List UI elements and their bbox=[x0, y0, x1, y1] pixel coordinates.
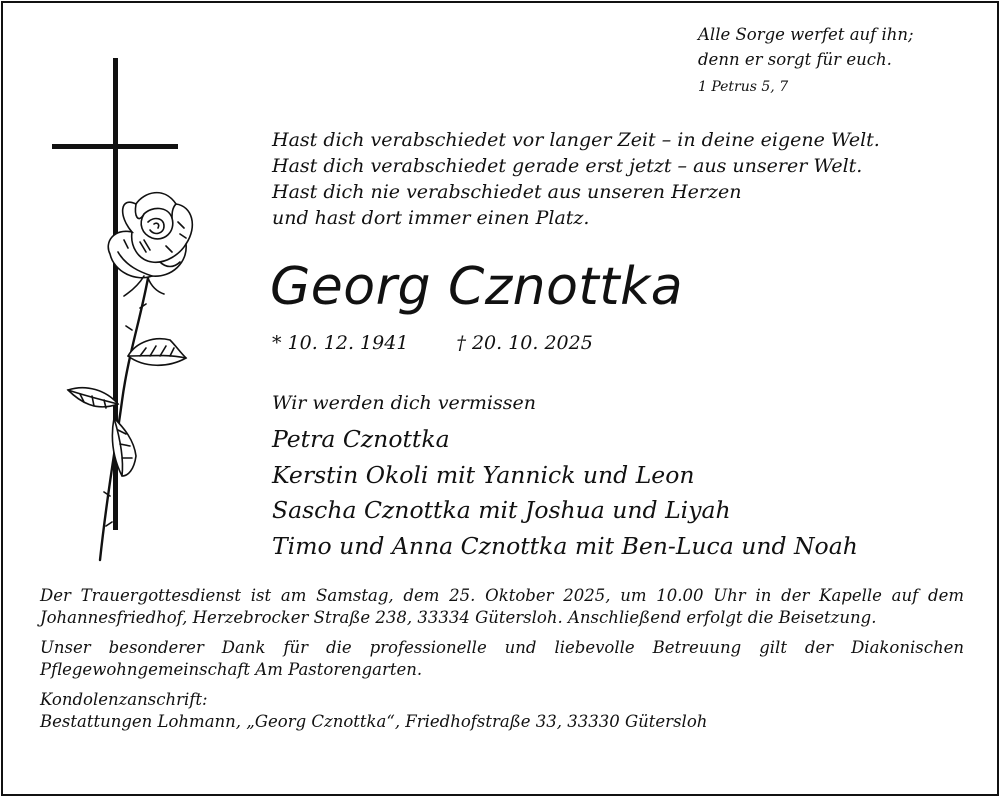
bible-verse bbox=[698, 22, 988, 96]
verse-line-2: denn er sorgt für euch. bbox=[698, 50, 892, 69]
mourners-section bbox=[272, 390, 992, 564]
verse-line-1: Alle Sorge werfet auf ihn; bbox=[698, 25, 914, 44]
life-dates bbox=[272, 330, 593, 356]
deceased-name: Georg Cznottka bbox=[270, 257, 684, 317]
poem-line: und hast dort immer einen Platz. bbox=[272, 207, 590, 229]
mourner-name: Petra Cznottka bbox=[272, 425, 450, 453]
mourner-name: Sascha Cznottka mit Joshua und Liyah bbox=[272, 496, 731, 524]
rose-icon bbox=[68, 193, 192, 560]
poem-line: Hast dich verabschiedet gerade erst jetzt – aus unserer Welt. bbox=[272, 155, 863, 177]
verse-reference: 1 Petrus 5, 7 bbox=[698, 79, 789, 95]
poem-line: Hast dich nie verabschiedet aus unseren Herzen bbox=[272, 181, 742, 203]
condolence-address: Bestattungen Lohmann, „Georg Cznottka“, Friedhofstraße 33, 33330 Gütersloh bbox=[40, 712, 708, 731]
thanks-notice: Unser besonderer Dank für die professionelle und liebevolle Betreuung gilt der Diakonischen Pflegewohngemeinschaft Am Pastorengarten. bbox=[40, 638, 964, 679]
poem bbox=[272, 127, 992, 231]
service-notice: Der Trauergottesdienst ist am Samstag, dem 25. Oktober 2025, um 10.00 Uhr in der Kapelle auf dem Johannesfriedhof, Herzebrocker Straße 238, 33334 Gütersloh. Anschließend erfolgt die Beisetzung. bbox=[40, 586, 964, 627]
death-date: † 20. 10. 2025 bbox=[456, 332, 593, 354]
condolence-block bbox=[40, 689, 964, 733]
condolence-label: Kondolenzanschrift: bbox=[40, 690, 208, 709]
poem-line: Hast dich verabschiedet vor langer Zeit – in deine eigene Welt. bbox=[272, 129, 880, 151]
birth-date: * 10. 12. 1941 bbox=[272, 332, 409, 354]
mourners-intro: Wir werden dich vermissen bbox=[272, 392, 536, 414]
mourner-name: Kerstin Okoli mit Yannick und Leon bbox=[272, 460, 695, 489]
cross-and-rose-artwork bbox=[48, 56, 208, 566]
notices bbox=[40, 585, 964, 741]
mourner-name: Timo und Anna Cznottka mit Ben-Luca und Noah bbox=[272, 531, 858, 560]
